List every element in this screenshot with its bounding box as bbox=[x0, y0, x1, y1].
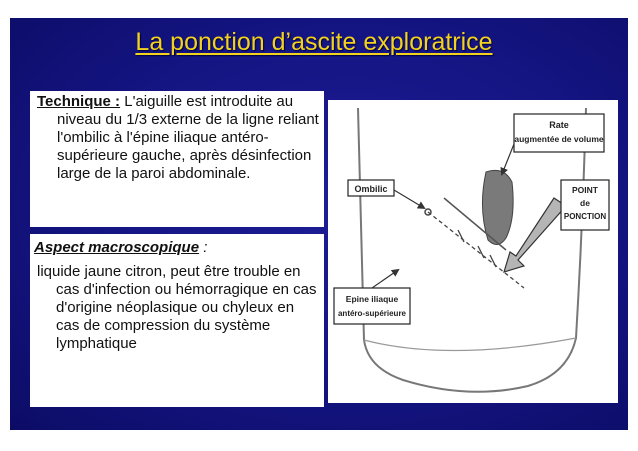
label-epine-line1: Epine iliaque bbox=[345, 294, 399, 304]
page-number: 14 bbox=[454, 395, 466, 406]
slide-title: La ponction d’ascite exploratrice bbox=[135, 28, 493, 56]
label-point-line1: POINT bbox=[572, 185, 598, 195]
ascites-puncture-diagram bbox=[328, 100, 618, 403]
aspect-heading-line bbox=[34, 239, 324, 257]
technique-paragraph bbox=[34, 93, 322, 183]
aspect-text: liquide jaune citron, peut être trouble en cas d'infection ou hémorragique en cas d'origine néoplasique ou chyleux en cas de compression du système lymphatique bbox=[37, 263, 317, 352]
aspect-heading: Aspect macroscopique bbox=[34, 239, 200, 256]
label-ombilic: Ombilic bbox=[354, 184, 388, 194]
label-rate-line2: augmentée de volume bbox=[514, 134, 604, 144]
label-rate-line1: Rate bbox=[549, 120, 569, 130]
technique-heading: Technique : bbox=[37, 93, 121, 110]
aspect-heading-colon: : bbox=[199, 239, 208, 256]
label-point-line3: PONCTION bbox=[563, 212, 607, 221]
technique-text: L'aiguille est introduite au niveau du 1/3 externe de la ligne reliant l'ombilic à l'épine iliaque antéro-supérieure gauche, après désinfection large de la paroi abdominale. bbox=[57, 93, 319, 182]
aspect-box bbox=[30, 234, 324, 407]
technique-box bbox=[30, 91, 324, 227]
label-point-line2: de bbox=[580, 198, 590, 208]
label-epine-line2: antéro-supérieure bbox=[337, 309, 407, 318]
